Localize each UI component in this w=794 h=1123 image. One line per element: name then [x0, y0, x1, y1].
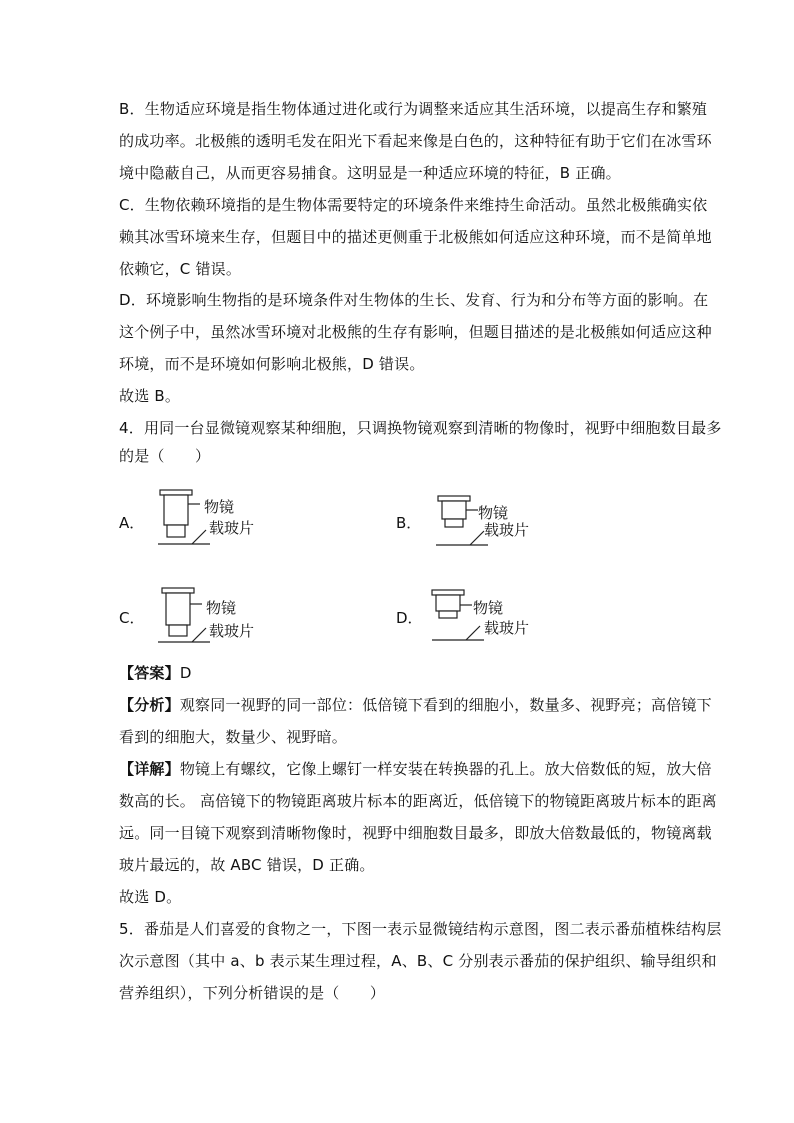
option-d-slide-label: 载玻片 [484, 619, 530, 637]
q4-analysis-line-2: 看到的细胞大，数量少、视野暗。 [119, 728, 348, 746]
q3-choice: 故选 B。 [119, 387, 181, 405]
detail-text-1: 物镜上有螺纹，它像上螺钉一样安装在转换器的孔上。放大倍数低的短，放大倍 [179, 760, 712, 778]
detail-tag: 【详解】 [119, 760, 180, 778]
q4-detail-line-3: 远。同一目镜下观察到清晰物像时，视野中细胞数目最多，即放大倍数最低的，物镜离载 [119, 824, 712, 842]
q5-stem-line-3: 营养组织），下列分析错误的是（ ） [119, 984, 386, 1002]
explanation-d-line-3: 环境，而不是环境如何影响北极熊，D 错误。 [119, 355, 425, 373]
option-c-objective-label: 物镜 [206, 599, 237, 617]
answer-tag: 【答案】 [119, 664, 180, 682]
explanation-b-line-2: 的成功率。北极熊的透明毛发在阳光下看起来像是白色的，这种特征有助于它们在冰雪环 [119, 132, 712, 150]
option-d-label: D． [396, 609, 423, 627]
option-c-label: C． [119, 609, 145, 627]
option-a-label: A． [119, 514, 145, 532]
q4-stem-line-1: 4．用同一台显微镜观察某种细胞，只调换物镜观察到清晰的物像时，视野中细胞数目最多 [119, 419, 722, 437]
option-b-objective-label: 物镜 [478, 504, 509, 522]
explanation-c-line-2: 赖其冰雪环境来生存，但题目中的描述更侧重于北极熊如何适应这种环境，而不是简单地 [119, 228, 712, 246]
analysis-tag: 【分析】 [119, 696, 180, 714]
q5-stem-line-1: 5．番茄是人们喜爱的食物之一，下图一表示显微镜结构示意图，图二表示番茄植株结构层 [119, 920, 722, 938]
q5-stem-line-2: 次示意图（其中 a、b 表示某生理过程，A、B、C 分别表示番茄的保护组织、输导组织和 [119, 952, 717, 970]
explanation-b-line-3: 境中隐蔽自己，从而更容易捕食。这明显是一种适应环境的特征，B 正确。 [119, 164, 621, 182]
explanation-c-line-3: 依赖它，C 错误。 [119, 260, 242, 278]
q4-stem-line-2: 的是（ ） [119, 447, 211, 465]
option-b-label: B． [396, 514, 422, 532]
answer-value: D [179, 664, 192, 682]
q4-detail-line-4: 玻片最远的，故 ABC 错误，D 正确。 [119, 856, 375, 874]
option-b-slide-label: 载玻片 [484, 521, 530, 539]
q4-detail-line-1 [119, 759, 712, 779]
explanation-c-line-1: C．生物依赖环境指的是生物体需要特定的环境条件来维持生命活动。虽然北极熊确实依 [119, 196, 708, 214]
option-a-slide-label: 载玻片 [209, 519, 255, 537]
q4-answer [119, 663, 192, 683]
explanation-d-line-1: D．环境影响生物指的是环境条件对生物体的生长、发育、行为和分布等方面的影响。在 [119, 291, 709, 309]
option-c-slide-label: 载玻片 [209, 622, 255, 640]
q4-detail-line-2: 数高的长。 高倍镜下的物镜距离玻片标本的距离近，低倍镜下的物镜距离玻片标本的距离 [119, 792, 717, 810]
q4-analysis-line-1 [119, 695, 712, 715]
option-a-objective-label: 物镜 [204, 498, 235, 516]
explanation-b-line-1: B．生物适应环境是指生物体通过进化或行为调整来适应其生活环境，以提高生存和繁殖 [119, 100, 708, 118]
q4-choice: 故选 D。 [119, 888, 182, 906]
analysis-text-1: 观察同一视野的同一部位：低倍镜下看到的细胞小，数量多、视野亮；高倍镜下 [179, 696, 712, 714]
option-d-objective-label: 物镜 [473, 599, 504, 617]
explanation-d-line-2: 这个例子中，虽然冰雪环境对北极熊的生存有影响，但题目描述的是北极熊如何适应这种 [119, 323, 712, 341]
